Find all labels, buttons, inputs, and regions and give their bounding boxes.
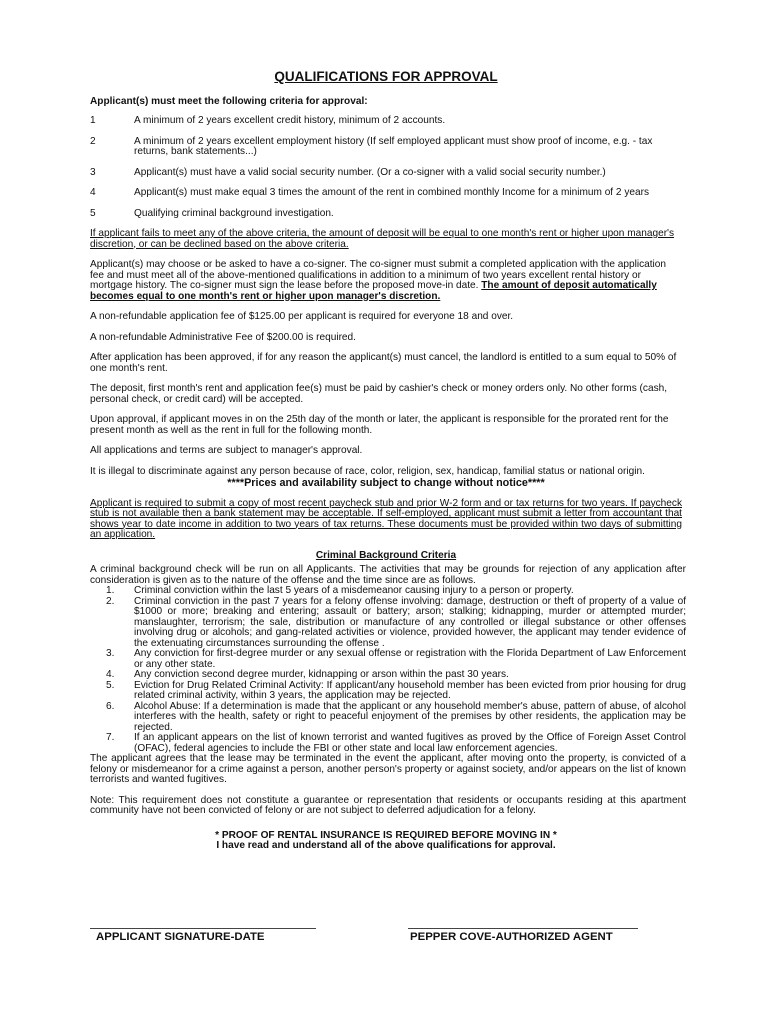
criteria-text: Applicant(s) must have a valid social security number. (Or a co-signer with a valid social security number.) [134,166,606,178]
deposit-note: If applicant fails to meet any of the above criteria, the amount of deposit will be equal to one month's rent or higher upon manager's discretion, or can be declined based on the above criteria. [90,228,675,250]
cosigner-deposit-note: The amount of deposit automatically becomes equal to one month's rent or higher upon manager's discretion. [90,280,657,302]
criteria-text: Qualifying criminal background investigation. [134,207,334,219]
criteria-number: 2 [90,135,96,147]
lease-termination-clause: The applicant agrees that the lease may be terminated in the event the applicant, after moving onto the property, is convicted of a felony or misdemeanor for a crime against a person, another person's property or against society, and/or appears on the list of known terrorists and wanted fugitives. [90,753,686,785]
prices-notice: ****Prices and availability subject to change without notice**** [227,477,545,489]
criteria-text: Applicant(s) must make equal 3 times the amount of the rent in combined monthly Income for a minimum of 2 years [134,187,650,198]
agent-signature-label: PEPPER COVE-AUTHORIZED AGENT [410,931,613,943]
criminal-criteria-number: 3. [106,648,115,659]
criminal-criteria-number: 6. [106,700,115,712]
criminal-criteria-text: Eviction for Drug Related Criminal Activity: If applicant/any household member has been evicted from prior housing for drug related criminal activity, within 3 years, the application may be rejected. [134,679,686,701]
payment-policy: The deposit, first month's rent and application fee(s) must be paid by cashier's check or money orders only. No other forms (cash, personal check, or credit card) will be accepted. [90,383,668,405]
criminal-criteria-number: 2. [106,595,115,607]
criteria-number: 1 [90,115,96,126]
document-title: QUALIFICATIONS FOR APPROVAL [274,69,498,84]
criminal-criteria-text: Any conviction second degree murder, kidnapping or arson within the past 30 years. [134,669,509,680]
criminal-criteria-item [106,670,686,681]
cosigner-paragraph [90,260,682,302]
admin-fee: A non-refundable Administrative Fee of $200.00 is required. [90,331,356,343]
criminal-criteria-item [106,597,686,650]
criminal-criteria-item [106,702,686,734]
criteria-number: 3 [90,166,96,178]
criteria-text: A minimum of 2 years excellent credit history, minimum of 2 accounts. [134,115,446,126]
criminal-criteria-number: 7. [106,732,115,743]
criminal-criteria-text: Criminal conviction within the last 5 years of a misdemeanor causing injury to a person or property. [134,585,574,596]
applicant-signature-line[interactable] [90,928,316,929]
prorate-policy: Upon approval, if applicant moves in on the 25th day of the month or later, the applicant is responsible for the prorated rent for the present month as well as the rent in full for the following month. [90,414,669,436]
felony-note: Note: This requirement does not constitute a guarantee or representation that residents or occupants residing at this apartment community have not been convicted of felony or are not subject to deferred adjudication for a felony. [90,794,686,816]
criminal-criteria-number: 1. [106,585,115,596]
criminal-criteria-text: Any conviction for first-degree murder or any sexual offense or registration with the Florida Department of Law Enforcement or any other state. [134,648,686,670]
acknowledgement: I have read and understand all of the above qualifications for approval. [216,840,556,851]
criminal-criteria-heading: Criminal Background Criteria [315,549,457,561]
criminal-criteria-text: If an applicant appears on the list of known terrorist and wanted fugitives as proved by the Office of Foreign Asset Control (OFAC), federal agencies to include the FBI or other state and local law enforcement agencies. [134,732,686,754]
criminal-criteria-item [106,649,686,670]
criminal-criteria-number: 5. [106,679,115,691]
criteria-list [90,116,682,219]
criminal-criteria-item [106,733,686,754]
criteria-intro: Applicant(s) must meet the following criteria for approval: [90,95,368,107]
criminal-criteria-text: Criminal conviction in the past 7 years for a felony offense involving: damage, destruction or theft of property of a value of $1000 or more; breaking and entering; assault or battery; arson; stalking; kidnapping, murder or attempted murder; manslaughter, terrorism; the sale, distribution or manufacture of any controlled or illegal substance or other offenses involving drug or alcohols; and gang-related activities or violence, provided however, the applicant may tender evidence of the extenuating circumstances surrounding the offense . [134,595,686,649]
criminal-criteria-intro: A criminal background check will be run on all Applicants. The activities that may be grounds for rejection of any application after consideration is given as to the nature of the offense and the time since are as follows. [90,564,686,586]
criminal-criteria-number: 4. [106,669,115,680]
criteria-item [90,116,682,127]
cancellation-policy: After application has been approved, if for any reason the applicant(s) must cancel, the landlord is entitled to a sum equal to 50% of one month's rent. [90,352,677,374]
criminal-criteria-text: Alcohol Abuse: If a determination is made that the applicant or any household member's abuse, pattern of abuse, of alcohol interferes with the health, safety or right to peaceful enjoyment of the premises by other residents, the application may be rejected. [134,700,686,733]
paystub-requirement: Applicant is required to submit a copy of most recent paycheck stub and prior W-2 form and or tax returns for two years. If paycheck stub is not available then a bank statement may be acceptable. If self-employed, applicant must submit a letter from accountant that shows year to date income in addition to two years of tax returns. These documents must be provided within two days of submitting an application. [90,497,682,540]
criminal-criteria-item [106,586,686,597]
criteria-item [90,137,682,158]
proof-of-insurance: * PROOF OF RENTAL INSURANCE IS REQUIRED BEFORE MOVING IN * [215,829,557,841]
criteria-item [90,209,682,220]
cosigner-text: Applicant(s) may choose or be asked to have a co-signer. The co-signer must submit a completed application with the application fee and must meet all of the above-mentioned qualifications in addition to a minimum of two years excellent rental history or mortgage history. The co-signer must sign the lease before the proposed move-in date. [90,259,667,291]
criteria-item [90,188,682,199]
criteria-number: 5 [90,207,96,219]
manager-approval-note: All applications and terms are subject to manager's approval. [90,445,363,456]
criteria-number: 4 [90,187,96,198]
criminal-criteria-item [106,681,686,702]
criteria-text: A minimum of 2 years excellent employment history (If self employed applicant must show proof of income, e.g. - tax returns, bank statements...) [134,135,653,157]
applicant-signature-label: APPLICANT SIGNATURE-DATE [96,931,265,943]
criminal-criteria-list [106,586,686,754]
signature-block [90,928,682,948]
discrimination-notice: It is illegal to discriminate against any person because of race, color, religion, sex, handicap, familial status or national origin. [90,465,645,477]
application-fee: A non-refundable application fee of $125.00 per applicant is required for everyone 18 and over. [90,311,514,322]
criteria-item [90,168,682,179]
agent-signature-line[interactable] [408,928,638,929]
